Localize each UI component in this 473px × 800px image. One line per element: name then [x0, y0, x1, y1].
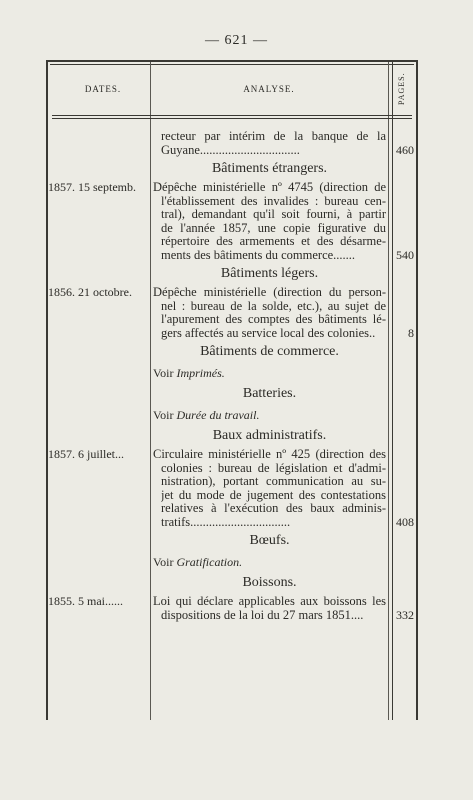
entry-line	[48, 609, 420, 623]
entry-text: dispositions de la loi du 27 mars 1851....	[161, 608, 364, 622]
page-number: — 621 —	[205, 33, 268, 48]
entry-text: colonies : bureau de législation et d'admi-	[161, 461, 386, 475]
entry-line	[48, 249, 420, 263]
see-reference: Voir Durée du travail.	[153, 408, 260, 422]
page-ref: 8	[408, 325, 414, 340]
table-body	[48, 130, 420, 622]
page-ref: 540	[396, 247, 414, 262]
section-heading: Batteries.	[242, 386, 297, 401]
entry-text: nistration), portant communication au su-	[161, 475, 386, 488]
entry-line	[48, 313, 420, 327]
header-pages: PAGES.	[397, 72, 406, 106]
entry-line	[48, 502, 420, 516]
section-heading: Bœufs.	[249, 533, 290, 548]
entry-line	[48, 595, 420, 609]
entry-text: tratifs................................	[161, 515, 291, 529]
entry-line	[48, 462, 420, 476]
entry-text: relatives à l'exécution des baux adminis-	[161, 502, 386, 515]
entry-line	[48, 144, 420, 158]
entry-line	[48, 181, 420, 195]
entry-line	[48, 475, 420, 489]
entry-text: Dépêche ministérielle (direction du person-	[153, 286, 386, 299]
section-heading: Bâtiments de commerce.	[200, 344, 339, 359]
entry-text: l'établissement des invalides : bureau cen-	[161, 194, 386, 208]
entry-text: Guyane................................	[161, 143, 300, 157]
entry-text: tral), demandant qu'il soit fourni, à partir	[161, 208, 386, 221]
section-heading: Bâtiments légers.	[220, 266, 319, 281]
entry-text: l'apurement des comptes des bâtiments lé-	[161, 313, 386, 326]
section-heading: Baux administratifs.	[212, 428, 327, 443]
entry-line	[48, 222, 420, 236]
entry-date: 1856. 21 octobre.	[48, 285, 132, 299]
entry-line	[48, 208, 420, 222]
header-analyse: ANALYSE.	[243, 84, 295, 94]
entry-line	[48, 235, 420, 249]
entry-date: 1857. 6 juillet...	[48, 447, 124, 461]
header-dates: DATES.	[84, 84, 122, 94]
page-ref: 332	[396, 607, 414, 622]
entry-text: Loi qui déclare applicables aux boissons les	[153, 595, 386, 608]
entry-line	[48, 327, 420, 341]
see-reference: Voir Gratification.	[153, 555, 243, 569]
entry-text: Dépêche ministérielle nº 4745 (direction de	[153, 181, 386, 194]
entry-date: 1855. 5 mai......	[48, 594, 123, 608]
page-ref: 460	[396, 142, 414, 157]
entry-text: ments des bâtiments du commerce.......	[161, 248, 356, 262]
entry-text: gers affectés au service local des colonies..	[161, 326, 376, 340]
entry-line	[48, 286, 420, 300]
section-heading: Bâtiments étrangers.	[211, 161, 328, 176]
entry-line	[48, 130, 420, 144]
entry-text: répertoire des armements et des désarme-	[161, 235, 386, 248]
entry-line	[48, 516, 420, 530]
page-ref: 408	[396, 514, 414, 529]
see-reference: Voir Imprimés.	[153, 366, 225, 380]
header-rule	[52, 115, 412, 116]
entry-date: 1857. 15 septemb.	[48, 180, 136, 194]
entry-text: recteur par intérim de la banque de la	[161, 130, 386, 143]
entry-text: jet du mode de jugement des contestations	[161, 488, 386, 502]
entry-line	[48, 448, 420, 462]
entry-text: Circulaire ministérielle nº 425 (direction des	[153, 448, 386, 461]
entry-text: de l'année 1857, une copie figurative du	[161, 221, 386, 235]
entry-line	[48, 300, 420, 314]
entry-line	[48, 195, 420, 209]
section-heading: Boissons.	[242, 575, 297, 590]
entry-line	[48, 489, 420, 503]
entry-text: nel : bureau de la solde, etc.), au sujet de	[161, 299, 386, 313]
